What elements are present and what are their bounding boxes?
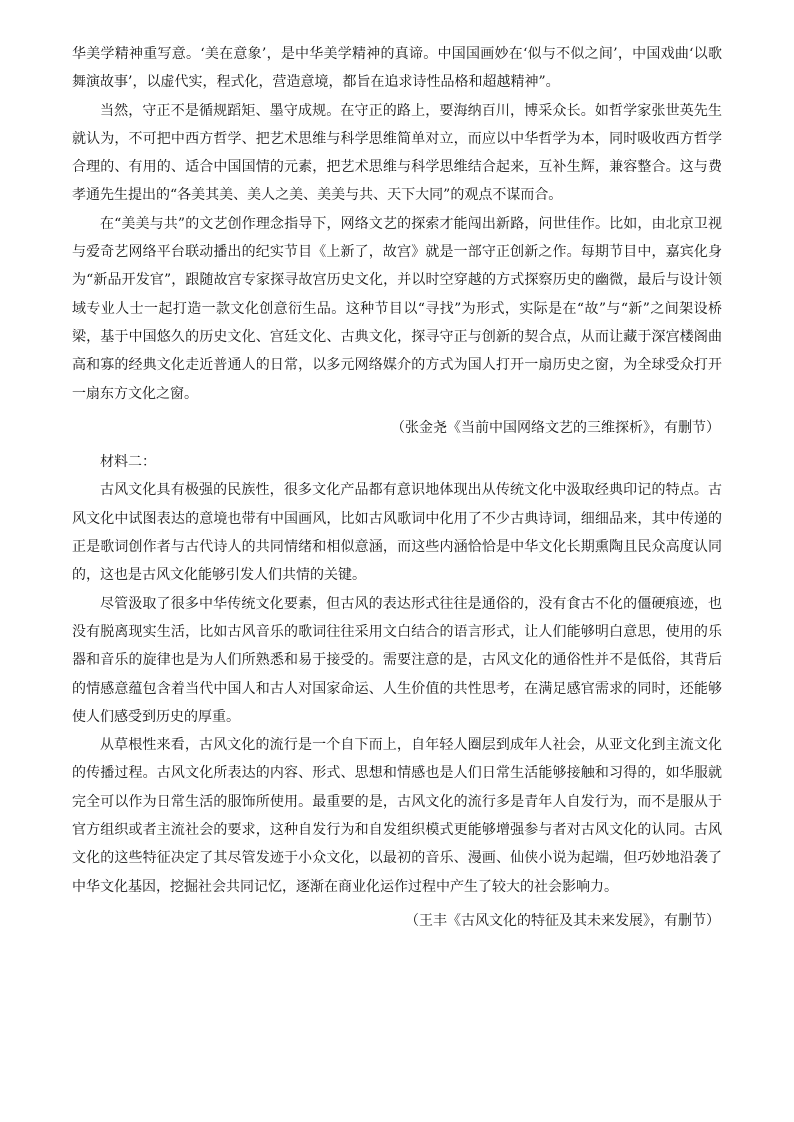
source-citation-material-two: （王丰《古风文化的特征及其未来发展》，有删节） (405, 912, 720, 929)
paragraph-forbidden-city-show: 在“美美与共”的文艺创作理念指导下，网络文艺的探索才能闯出新路，问世佳作。比如，由北京卫视与爱奇艺网络平台联动播出的纪实节目《上新了，故宫》就是一部守正创新之作。每期节目中，嘉宾化身为“新品开发官”，跟随故宫专家探寻故宫历史文化，并以时空穿越的方式探察历史的幽微，最后与设计领域专业人士一起打造一款文化创意衍生品。这种节目以“寻找”为形式，实际是在“故”与“新”之间架设桥梁，基于中国悠久的历史文化、宫廷文化、古典文化，探寻守正与创新的契合点，从而让藏于深宫楼阁曲高和寡的经典文化走近普通人的日常，以多元网络媒介的方式为国人打开一扇历史之窗，为全球受众打开一扇东方文化之窗。 (72, 215, 722, 402)
document-page (72, 40, 722, 941)
material-two-label: 材料二： (100, 454, 156, 471)
source-citation-material-one: （张金尧《当前中国网络文艺的三维探析》，有删节） (391, 419, 720, 436)
paragraph-innovation: 当然，守正不是循规蹈矩、墨守成规。在守正的路上，要海纳百川，博采众长。如哲学家张世英先生就认为，不可把中西方哲学、把艺术思维与科学思维简单对立，而应以中华哲学为本，同时吸收西方哲学合理的、有用的、适合中国国情的元素，把艺术思维与科学思维结合起来，互补生辉，兼容整合。这与费孝通先生提出的“各美其美、美人之美、美美与共、天下大同”的观点不谋而合。 (72, 102, 722, 204)
paragraph-continued-aesthetics: 华美学精神重写意。‘美在意象’，是中华美学精神的真谛。中国国画妙在‘似与不似之间’，中国戏曲‘以歌舞演故事’，以虚代实，程式化，营造意境，都旨在追求诗性品格和超越精神”。 (72, 46, 722, 91)
paragraph-grassroots: 从草根性来看，古风文化的流行是一个自下而上，自年轻人圈层到成年人社会，从亚文化到主流文化的传播过程。古风文化所表达的内容、形式、思想和情感也是人们日常生活能够接触和习得的，如华服就完全可以作为日常生活的服饰所使用。最重要的是，古风文化的流行多是青年人自发行为，而不是服从于官方组织或者主流社会的要求，这种自发行为和自发组织模式更能够增强参与者对古风文化的认同。古风文化的这些特征决定了其尽管发迹于小众文化，以最初的音乐、漫画、仙侠小说为起端，但巧妙地沿袭了中华文化基因，挖掘社会共同记忆，逐渐在商业化运作过程中产生了较大的社会影响力。 (72, 737, 722, 895)
paragraph-ethnicity: 古风文化具有极强的民族性，很多文化产品都有意识地体现出从传统文化中汲取经典印记的特点。古风文化中试图表达的意境也带有中国画风，比如古风歌词中化用了不少古典诗词，细细品来，其中传递的正是歌词创作者与古代诗人的共同情绪和相似意涵，而这些内涵恰恰是中华文化长期熏陶且民众高度认同的，这也是古风文化能够引发人们共情的关键。 (72, 482, 722, 584)
paragraph-popular-form: 尽管汲取了很多中华传统文化要素，但古风的表达形式往往是通俗的，没有食古不化的僵硬痕迹，也没有脱离现实生活，比如古风音乐的歌词往往采用文白结合的语言形式，让人们能够明白意思，使用的乐器和音乐的旋律也是为人们所熟悉和易于接受的。需要注意的是，古风文化的通俗性并不是低俗，其背后的情感意蕴包含着当代中国人和古人对国家命运、人生价值的共性思考，在满足感官需求的同时，还能够使人们感受到历史的厚重。 (72, 595, 722, 725)
